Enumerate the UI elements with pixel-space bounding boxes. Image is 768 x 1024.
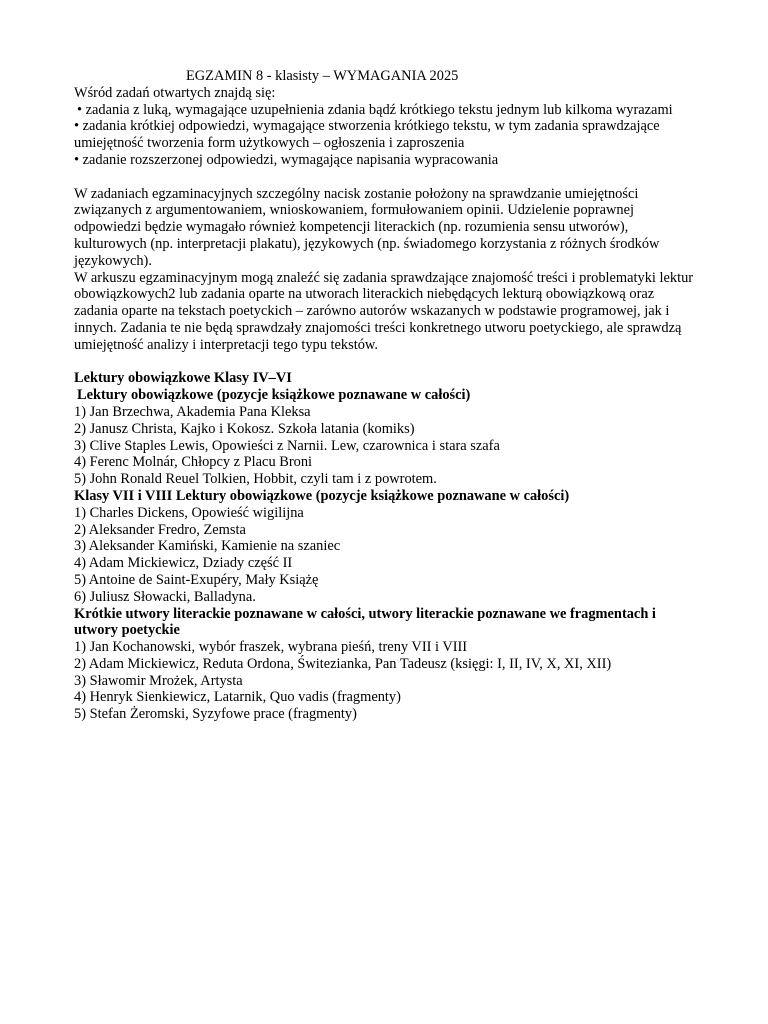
intro-bullet: • zadania z luką, wymagające uzupełnienia zdania bądź krótkiego tekstu jednym lub kilkoma wyrazami bbox=[77, 101, 673, 118]
section2-heading: Klasy VII i VIII Lektury obowiązkowe (pozycje książkowe poznawane w całości) bbox=[74, 487, 570, 504]
document-page bbox=[74, 68, 698, 723]
list-item: 2) Aleksander Fredro, Zemsta bbox=[74, 521, 246, 538]
section1-subheading: Lektury obowiązkowe (pozycje książkowe poznawane w całości) bbox=[77, 387, 471, 404]
document-title: EGZAMIN 8 - klasisty – WYMAGANIA 2025 bbox=[186, 68, 459, 84]
list-item: 3) Clive Staples Lewis, Opowieści z Narnii. Lew, czarownica i stara szafa bbox=[74, 437, 500, 454]
list-item: 4) Adam Mickiewicz, Dziady część II bbox=[74, 555, 293, 572]
list-item: 1) Jan Kochanowski, wybór fraszek, wybrana pieśń, treny VII i VIII bbox=[74, 639, 468, 656]
intro-lead: Wśród zadań otwartych znajdą się: bbox=[74, 84, 276, 101]
spacer bbox=[74, 354, 698, 371]
list-item: 5) Stefan Żeromski, Syzyfowe prace (fragmenty) bbox=[74, 706, 357, 723]
intro-bullet: • zadanie rozszerzonej odpowiedzi, wymagające napisania wypracowania bbox=[74, 151, 499, 168]
list-item: 5) Antoine de Saint-Exupéry, Mały Książę bbox=[74, 571, 319, 588]
list-item: 3) Sławomir Mrożek, Artysta bbox=[74, 672, 243, 689]
section1-heading: Lektury obowiązkowe Klasy IV–VI bbox=[74, 370, 292, 387]
body-paragraph: W arkuszu egzaminacyjnym mogą znaleźć się zadania sprawdzające znajomość treści i problematyki lektur obowiązkowych2 lub zadania oparte na utworach literackich niebędących lekturą obowiązkową oraz zadania oparte na tekstach poetyckich – zarówno autorów wskazanych w podstawie programowej, jak i innych. Zadania te nie będą sprawdzały znajomości treści konkretnego utworu poetyckiego, ale sprawdzą umiejętność analizy i interpretacji tego typu tekstów. bbox=[74, 269, 694, 353]
list-item: 2) Adam Mickiewicz, Reduta Ordona, Świtezianka, Pan Tadeusz (księgi: I, II, IV, X, XI, XII) bbox=[74, 655, 612, 672]
list-item: 3) Aleksander Kamiński, Kamienie na szaniec bbox=[74, 538, 341, 555]
list-item: 4) Ferenc Molnár, Chłopcy z Placu Broni bbox=[74, 454, 313, 471]
list-item: 5) John Ronald Reuel Tolkien, Hobbit, czyli tam i z powrotem. bbox=[74, 471, 437, 488]
intro-bullet: • zadania krótkiej odpowiedzi, wymagające stworzenia krótkiego tekstu, w tym zadania sprawdzające umiejętność tworzenia form użytkowych – ogłoszenia i zaproszenia bbox=[74, 118, 660, 152]
list-item: 1) Jan Brzechwa, Akademia Pana Kleksa bbox=[74, 403, 311, 420]
list-item: 2) Janusz Christa, Kajko i Kokosz. Szkoła latania (komiks) bbox=[74, 420, 415, 437]
spacer bbox=[74, 169, 698, 186]
list-item: 6) Juliusz Słowacki, Balladyna. bbox=[74, 588, 256, 605]
list-item: 4) Henryk Sienkiewicz, Latarnik, Quo vadis (fragmenty) bbox=[74, 689, 401, 706]
list-item: 1) Charles Dickens, Opowieść wigilijna bbox=[74, 504, 304, 521]
body-paragraph: W zadaniach egzaminacyjnych szczególny nacisk zostanie położony na sprawdzanie umiejętności związanych z argumentowaniem, wnioskowaniem, formułowaniem opinii. Udzielenie poprawnej odpowiedzi będzie wymagało również kompetencji literackich (np. rozumienia sensu utworów), kulturowych (np. interpretacji plakatu), językowych (np. świadomego korzystania z różnych środków językowych). bbox=[74, 185, 660, 269]
section3-heading: Krótkie utwory literackie poznawane w całości, utwory literackie poznawane we fragmentach i utwory poetyckie bbox=[74, 605, 656, 639]
